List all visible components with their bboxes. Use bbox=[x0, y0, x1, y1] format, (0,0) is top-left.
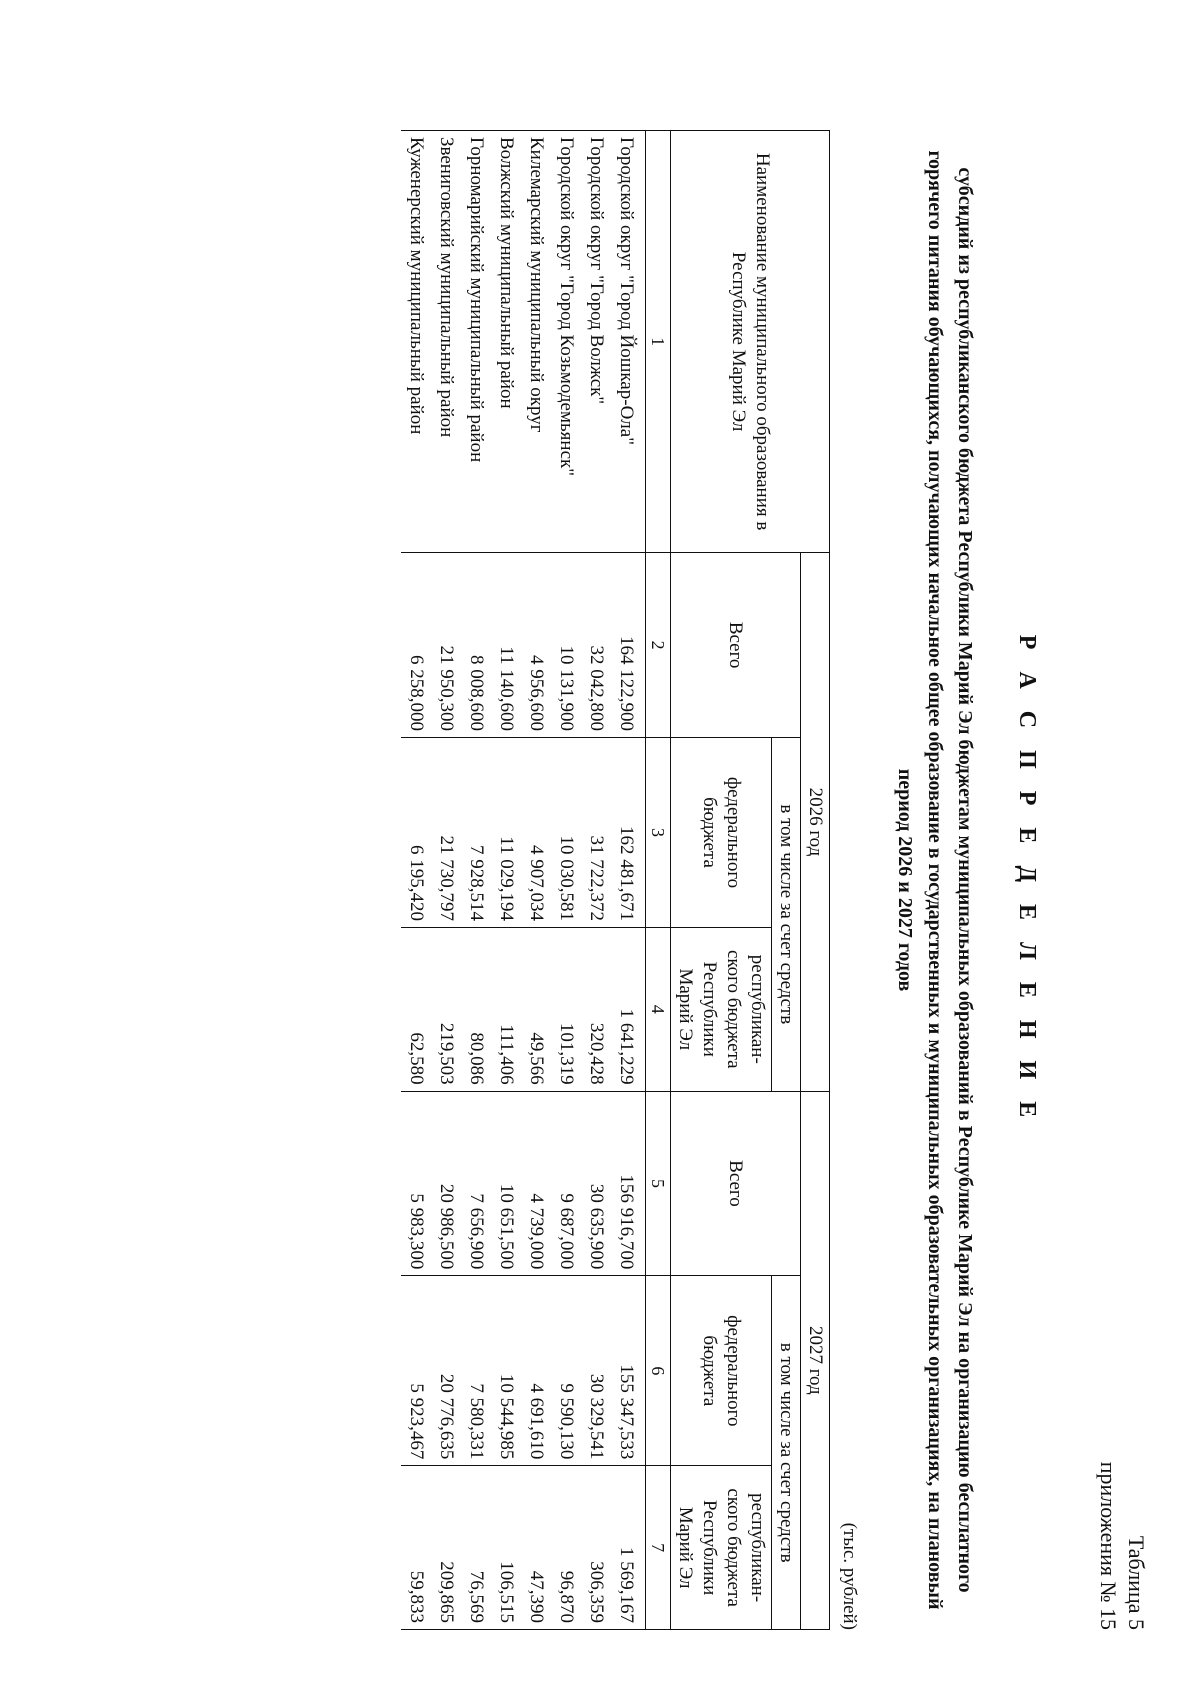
republic-2027: 47,390 bbox=[521, 1466, 551, 1630]
municipality-name: Городской округ "Город Йошкар-Ола" bbox=[611, 131, 646, 553]
total-2027: 10 651,500 bbox=[491, 1091, 521, 1276]
republic-2027: 76,569 bbox=[461, 1466, 491, 1630]
header-including-2027: в том числе за счет средств bbox=[772, 1276, 801, 1630]
table-row bbox=[401, 131, 431, 1630]
republic-2027: 209,865 bbox=[431, 1466, 461, 1630]
federal-2026: 162 481,671 bbox=[611, 737, 646, 927]
republic-2026: 320,428 bbox=[581, 927, 611, 1091]
column-number: 4 bbox=[646, 927, 671, 1091]
municipality-name: Килемарский муниципальный округ bbox=[521, 131, 551, 553]
republic-2026: 49,566 bbox=[521, 927, 551, 1091]
republic-2027: 306,359 bbox=[581, 1466, 611, 1630]
header-municipality: Наименование муниципального образования в Республике Марий Эл bbox=[671, 131, 830, 553]
column-number: 7 bbox=[646, 1466, 671, 1630]
total-2026: 21 950,300 bbox=[431, 553, 461, 738]
distribution-table bbox=[401, 130, 830, 1630]
table-row bbox=[551, 131, 581, 1630]
municipality-name: Городской округ "Город Козьмодемьянск" bbox=[551, 131, 581, 553]
column-number: 5 bbox=[646, 1091, 671, 1276]
total-2026: 4 956,600 bbox=[521, 553, 551, 738]
table-row bbox=[461, 131, 491, 1630]
republic-2026: 111,406 bbox=[491, 927, 521, 1091]
federal-2027: 20 776,635 bbox=[431, 1276, 461, 1466]
units-label: (тыс. рублей) bbox=[839, 1522, 860, 1630]
federal-2026: 21 730,797 bbox=[431, 737, 461, 927]
republic-2026: 62,580 bbox=[401, 927, 431, 1091]
total-2026: 8 008,600 bbox=[461, 553, 491, 738]
total-2027: 4 739,000 bbox=[521, 1091, 551, 1276]
total-2027: 156 916,700 bbox=[611, 1091, 646, 1276]
column-number: 1 bbox=[646, 131, 671, 553]
header-federal-2026: федерального бюджета bbox=[671, 737, 772, 927]
federal-2026: 10 030,581 bbox=[551, 737, 581, 927]
column-number: 3 bbox=[646, 737, 671, 927]
federal-2026: 4 907,034 bbox=[521, 737, 551, 927]
republic-2027: 59,833 bbox=[401, 1466, 431, 1630]
total-2027: 20 986,500 bbox=[431, 1091, 461, 1276]
total-2027: 30 635,900 bbox=[581, 1091, 611, 1276]
total-2027: 9 687,000 bbox=[551, 1091, 581, 1276]
federal-2027: 4 691,610 bbox=[521, 1276, 551, 1466]
table-row bbox=[491, 131, 521, 1630]
header-republic-2027: республикан-ского бюджета Республики Марий Эл bbox=[671, 1466, 772, 1630]
total-2026: 6 258,000 bbox=[401, 553, 431, 738]
header-total-2027: Всего bbox=[671, 1091, 801, 1276]
header-year-2027: 2027 год bbox=[801, 1091, 830, 1629]
municipality-name: Звениговский муниципальный район bbox=[431, 131, 461, 553]
federal-2026: 7 928,514 bbox=[461, 737, 491, 927]
municipality-name: Волжский муниципальный район bbox=[491, 131, 521, 553]
federal-2027: 5 923,467 bbox=[401, 1276, 431, 1466]
header-republic-2026: республикан-ского бюджета Республики Марий Эл bbox=[671, 927, 772, 1091]
federal-2027: 10 544,985 bbox=[491, 1276, 521, 1466]
appendix-reference bbox=[1094, 1462, 1150, 1630]
document-subtitle: субсидий из республиканского бюджета Республики Марий Эл бюджетам муниципальных образований в Республике Марий Эл на организацию бесплатного горячего питания обучающихся, получающих начальное общее образование в государственных и муниципальных образовательных организациях, на плановый период 2026 и 2027 годов bbox=[894, 150, 976, 1610]
federal-2026: 6 195,420 bbox=[401, 737, 431, 927]
table-row bbox=[431, 131, 461, 1630]
header-including-2026: в том числе за счет средств bbox=[772, 737, 801, 1091]
total-2026: 11 140,600 bbox=[491, 553, 521, 738]
republic-2026: 101,319 bbox=[551, 927, 581, 1091]
column-number: 6 bbox=[646, 1276, 671, 1466]
federal-2026: 31 722,372 bbox=[581, 737, 611, 927]
republic-2027: 1 569,167 bbox=[611, 1466, 646, 1630]
municipality-name: Городской округ "Город Волжск" bbox=[581, 131, 611, 553]
header-total-2026: Всего bbox=[671, 553, 801, 738]
table-row bbox=[611, 131, 646, 1630]
republic-2026: 1 641,229 bbox=[611, 927, 646, 1091]
federal-2027: 9 590,130 bbox=[551, 1276, 581, 1466]
table-label: Таблица 5 bbox=[1124, 1535, 1149, 1630]
federal-2027: 7 580,331 bbox=[461, 1276, 491, 1466]
table-row bbox=[521, 131, 551, 1630]
header-federal-2027: федерального бюджета bbox=[671, 1276, 772, 1466]
republic-2026: 80,086 bbox=[461, 927, 491, 1091]
total-2027: 7 656,900 bbox=[461, 1091, 491, 1276]
total-2027: 5 983,300 bbox=[401, 1091, 431, 1276]
municipality-name: Горномарийский муниципальный район bbox=[461, 131, 491, 553]
federal-2027: 155 347,533 bbox=[611, 1276, 646, 1466]
federal-2027: 30 329,541 bbox=[581, 1276, 611, 1466]
total-2026: 32 042,800 bbox=[581, 553, 611, 738]
total-2026: 164 122,900 bbox=[611, 553, 646, 738]
appendix-label: приложения № 15 bbox=[1096, 1461, 1121, 1630]
document-title: Р А С П Р Е Д Е Л Е Н И Е bbox=[1014, 634, 1040, 1126]
republic-2026: 219,503 bbox=[431, 927, 461, 1091]
total-2026: 10 131,900 bbox=[551, 553, 581, 738]
municipality-name: Куженерский муниципальный район bbox=[401, 131, 431, 553]
rotated-content bbox=[60, 100, 1160, 1660]
column-number: 2 bbox=[646, 553, 671, 738]
header-year-2026: 2026 год bbox=[801, 553, 830, 1091]
republic-2027: 106,515 bbox=[491, 1466, 521, 1630]
federal-2026: 11 029,194 bbox=[491, 737, 521, 927]
republic-2027: 96,870 bbox=[551, 1466, 581, 1630]
table-row bbox=[581, 131, 611, 1630]
